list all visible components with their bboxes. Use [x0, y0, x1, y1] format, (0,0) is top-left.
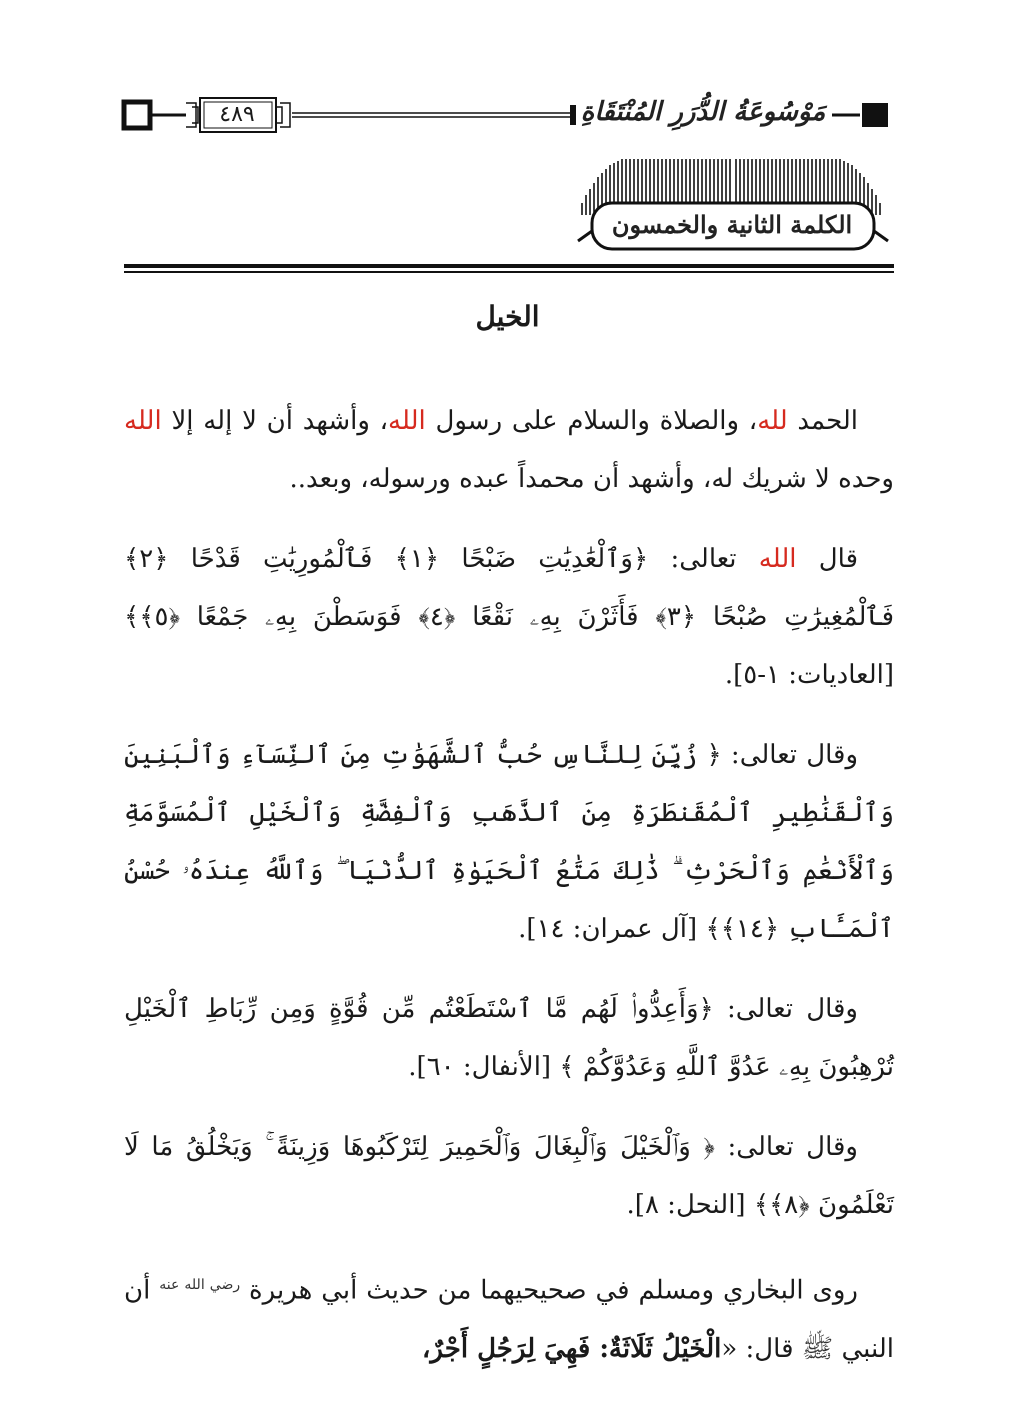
header-divider: [124, 264, 894, 268]
quran-verse: ﴿ زُيِّنَ لِلنَّاسِ حُبُّ ٱلشَّهَوَٰتِ مِنَ ٱلنِّسَآءِ وَٱلْبَنِينَ وَٱلْقَنَٰطِيرِ ٱلْمُقَنطَرَةِ مِنَ ٱلذَّهَبِ وَٱلْفِضَّةِ وَٱلْخَيْلِ ٱلْمُسَوَّمَةِ وَٱلْأَنْعَٰمِ وَٱلْحَرْثِ ۗ ذَٰلِكَ مَتَٰعُ ٱلْحَيَوٰةِ ٱلدُّنْيَا ۖ وَٱللَّهُ عِندَهُۥ حُسْنُ ٱلْمَـَٔابِ ﴿١٤﴾﴾: [124, 740, 894, 944]
paragraph-imran: وقال تعالى: ﴿ زُيِّنَ لِلنَّاسِ حُبُّ ٱلشَّهَوَٰتِ مِنَ ٱلنِّسَآءِ وَٱلْبَنِينَ وَٱلْقَنَٰطِيرِ ٱلْمُقَنطَرَةِ مِنَ ٱلذَّهَبِ وَٱلْفِضَّةِ وَٱلْخَيْلِ ٱلْمُسَوَّمَةِ وَٱلْأَنْعَٰمِ وَٱلْحَرْثِ ۗ ذَٰلِكَ مَتَٰعُ ٱلْحَيَوٰةِ ٱلدُّنْيَا ۖ وَٱللَّهُ عِندَهُۥ حُسْنُ ٱلْمَـَٔابِ ﴿١٤﴾﴾ [آل عمران: ١٤].: [124, 740, 894, 944]
book-title: مَوْسُوعَةُ الدُّرَرِ المُنْتَقَاةِ: [580, 97, 826, 127]
allah-name: لله: [757, 406, 788, 436]
section-title: الخيل: [475, 300, 540, 333]
paragraph-intro: الحمد لله، والصلاة والسلام على رسول الله، وأشهد أن لا إله إلا الله وحده لا شريك له، وأشهد أن محمداً عبده ورسوله، وبعد..: [124, 406, 894, 494]
verse-reference: [آل عمران: ١٤].: [518, 914, 706, 944]
allah-name: الله: [758, 544, 797, 574]
paragraph-adiyat: قال الله تعالى: ﴿وَٱلْعَٰدِيَٰتِ ضَبْحًا ﴿١﴾ فَٱلْمُورِيَٰتِ قَدْحًا ﴿٢﴾ فَٱلْمُغِيرَٰتِ صُبْحًا ﴿٣﴾ فَأَثَرْنَ بِهِۦ نَقْعًا ﴿٤﴾ فَوَسَطْنَ بِهِۦ جَمْعًا ﴿٥﴾﴾ [العاديات: ١-٥].: [124, 544, 895, 690]
salla-allahu-symbol: ﷺ: [801, 1333, 834, 1364]
chapter-title: الكلمة الثانية والخمسون: [611, 209, 853, 239]
page-number: ٤٨٩: [219, 101, 255, 127]
verse-reference: [النحل: ٨].: [626, 1190, 754, 1220]
paragraph-anfal: وقال تعالى: ﴿وَأَعِدُّوا۟ لَهُم مَّا ٱسْتَطَعْتُم مِّن قُوَّةٍ وَمِن رِّبَاطِ ٱلْخَيْلِ تُرْهِبُونَ بِهِۦ عَدُوَّ ٱللَّهِ وَعَدُوَّكُمْ ﴾ [الأنفال: ٦٠].: [124, 994, 894, 1082]
verse-reference: [العاديات: ١-٥].: [724, 660, 894, 690]
allah-name: الله: [124, 406, 162, 436]
page-body: [124, 392, 894, 1400]
paragraph-nahl: وقال تعالى: ﴿ وَٱلْخَيْلَ وَٱلْبِغَالَ وَٱلْحَمِيرَ لِتَرْكَبُوهَا وَزِينَةً ۚ وَيَخْلُقُ مَا لَا تَعْلَمُونَ ﴿٨﴾﴾ [النحل: ٨].: [124, 1132, 894, 1220]
radi-allahu-anhu-symbol: رضي الله عنه: [159, 1277, 241, 1293]
verse-reference: [الأنفال: ٦٠].: [408, 1052, 560, 1082]
allah-name: الله: [388, 406, 426, 436]
hadith-text: الْخَيْلُ ثَلَاثَةٌ: فَهِيَ لِرَجُلٍ أَجْرٌ،: [422, 1333, 722, 1364]
paragraph-hadith: روى البخاري ومسلم في صحيحيهما من حديث أبي هريرة $^{رضي الله عنه}$ أن النبي ﷺ قال: «الْخَيْلُ ثَلَاثَةٌ: فَهِيَ لِرَجُلٍ أَجْرٌ،: [124, 1275, 894, 1364]
quran-verse: ﴿وَأَعِدُّوا۟ لَهُم مَّا ٱسْتَطَعْتُم مِّن قُوَّةٍ وَمِن رِّبَاطِ ٱلْخَيْلِ تُرْهِبُونَ بِهِۦ عَدُوَّ ٱللَّهِ وَعَدُوَّكُمْ ﴾: [124, 994, 894, 1082]
quran-verse: ﴿وَٱلْعَٰدِيَٰتِ ضَبْحًا ﴿١﴾ فَٱلْمُورِيَٰتِ قَدْحًا ﴿٢﴾ فَٱلْمُغِيرَٰتِ صُبْحًا ﴿٣﴾ فَأَثَرْنَ بِهِۦ نَقْعًا ﴿٤﴾ فَوَسَطْنَ بِهِۦ جَمْعًا ﴿٥﴾﴾: [124, 544, 895, 632]
header-divider-thin: [124, 271, 894, 273]
quran-verse: ﴿ وَٱلْخَيْلَ وَٱلْبِغَالَ وَٱلْحَمِيرَ لِتَرْكَبُوهَا وَزِينَةً ۚ وَيَخْلُقُ مَا لَا تَعْلَمُونَ ﴿٨﴾﴾: [124, 1132, 894, 1220]
